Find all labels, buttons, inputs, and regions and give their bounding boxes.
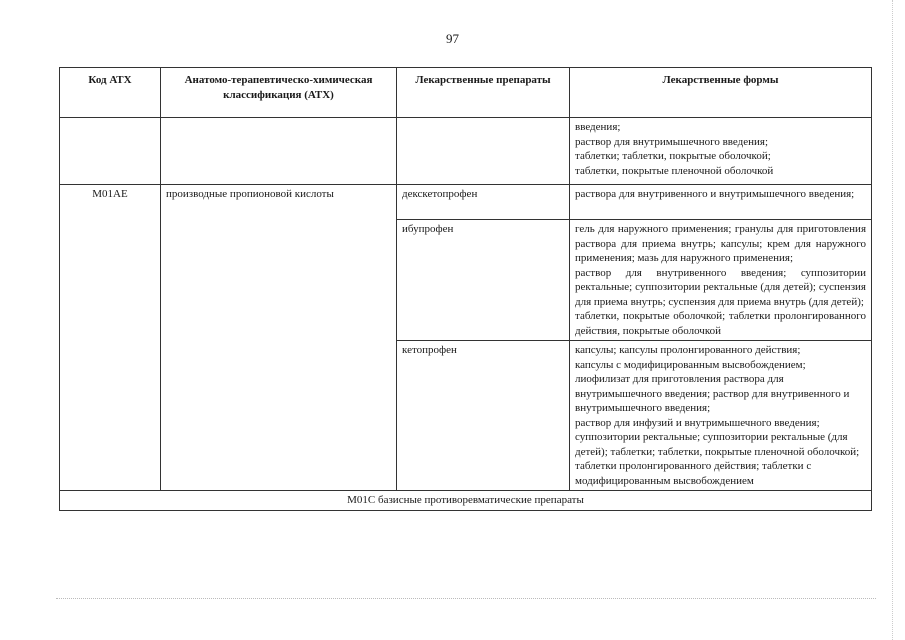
- header-forms: Лекарственные формы: [570, 68, 872, 118]
- group-classification-cell: производные пропионовой кислоты: [161, 185, 397, 491]
- form-line: капсулы; капсулы пролонгированного действия;: [575, 344, 801, 356]
- drug-name-cell: ибупрофен: [397, 220, 570, 341]
- drug-name-cell: декскетопрофен: [397, 185, 570, 220]
- form-line: суппозитории ректальные; суппозитории ректальные (для детей); таблетки; таблетки, покрытые пленочной оболочкой; таблетки пролонгированного действия; таблетки с модифицированным высвобождением: [575, 431, 860, 487]
- group-code-cell: M01AE: [60, 185, 161, 491]
- continuation-class-cell: [161, 118, 397, 185]
- header-classification: Анатомо-терапевтическо-химическая классификация (АТХ): [161, 68, 397, 118]
- form-line: капсулы с модифицированным высвобождением;: [575, 358, 806, 371]
- form-line: гель для наружного применения; гранулы для приготовления раствора для приема внутрь; капсулы; крем для наружного применения; мазь для наружного применения;: [575, 223, 866, 264]
- continuation-forms-cell: [570, 118, 872, 185]
- form-line: раствор для внутривенного введения; суппозитории ректальные; суппозитории ректальные (для детей); суспензия для приема внутрь; суспензия для приема внутрь (для детей);: [575, 266, 866, 308]
- form-line: введения;: [575, 121, 621, 133]
- drug-forms-cell: [570, 220, 872, 341]
- scan-artifact-edge: [892, 0, 905, 640]
- atc-table: [59, 67, 872, 511]
- header-drugs: Лекарственные препараты: [397, 68, 570, 118]
- table-header-row: [60, 68, 872, 118]
- drug-name-cell: кетопрофен: [397, 341, 570, 491]
- header-code: Код АТХ: [60, 68, 161, 118]
- continuation-drug-cell: [397, 118, 570, 185]
- form-line: раствор для инфузий и внутримышечного введения;: [575, 416, 820, 429]
- form-line: таблетки, покрытые оболочкой; таблетки пролонгированного действия, покрытые оболочкой: [575, 310, 866, 337]
- form-line: таблетки, покрытые пленочной оболочкой: [575, 164, 774, 177]
- form-line: внутримышечного введения;: [575, 402, 711, 414]
- drug-forms-cell: [570, 185, 872, 220]
- page-number: 97: [446, 31, 459, 46]
- form-line: раствора для внутривенного и внутримышечного введения;: [575, 188, 855, 200]
- table-row-dexketoprofen: [60, 185, 872, 220]
- drug-forms-cell: [570, 341, 872, 491]
- form-line: таблетки; таблетки, покрытые оболочкой;: [575, 150, 771, 162]
- form-line: лиофилизат для приготовления раствора для внутримышечного введения; раствор для внутривенного и: [575, 373, 850, 400]
- table-row-continuation: [60, 118, 872, 185]
- next-group-heading: M01C базисные противоревматические препараты: [60, 491, 872, 511]
- continuation-code-cell: [60, 118, 161, 185]
- form-line: раствор для внутримышечного введения;: [575, 135, 769, 148]
- table-row-next-group: [60, 491, 872, 511]
- scan-artifact-line: [56, 598, 876, 599]
